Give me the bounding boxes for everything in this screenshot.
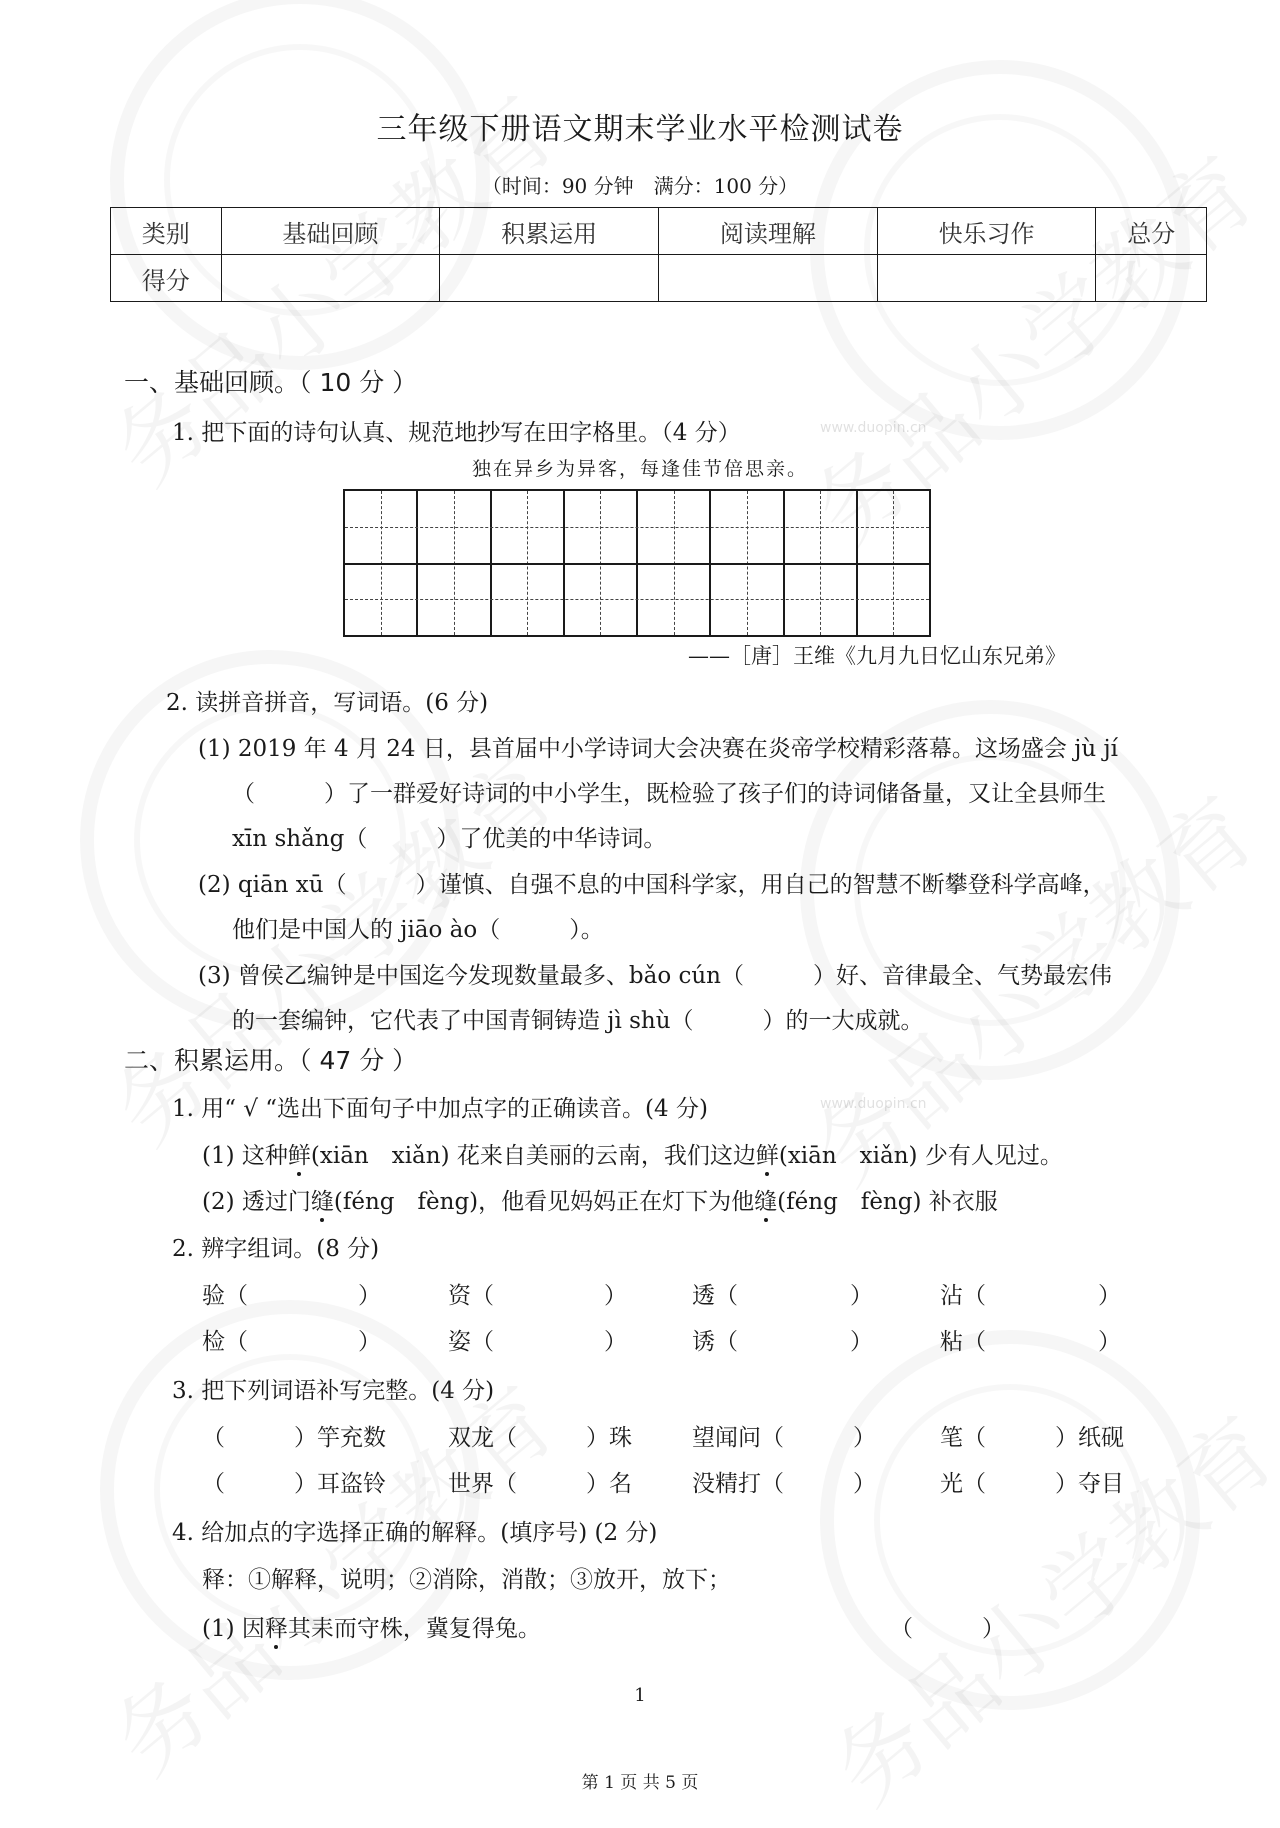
question-prompt: 4. 给加点的字选择正确的解释。(填序号) (2 分) (172, 1520, 658, 1546)
watermark-url: www.duopin.cn (820, 420, 927, 436)
score-table-score-row (111, 255, 1207, 302)
word-group-close: ） (358, 1283, 381, 1309)
line-text: (xiān xiǎn) 少有人见过。 (778, 1143, 1063, 1169)
answer-blank[interactable]: （ ） (890, 1616, 1005, 1642)
poem-source: ——［唐］王维《九月九日忆山东兄弟》 (688, 644, 1066, 668)
word-group-char: 沾（ (940, 1283, 986, 1309)
grid-dash-line (345, 527, 929, 528)
question-prompt: 2. 读拼音拼音，写词语。(6 分) (166, 690, 489, 716)
dotted-character: 鲜 (756, 1137, 779, 1170)
line-text: (féng fèng)，他看见妈妈正在灯下为他 (333, 1189, 755, 1215)
tianzige-grid[interactable] (343, 489, 931, 637)
score-cell[interactable] (658, 255, 877, 302)
question-line: xīn shǎng（ ）了优美的中华诗词。 (232, 826, 667, 852)
score-cell[interactable] (221, 255, 440, 302)
question-line: (3) 曾侯乙编钟是中国迄今发现数量最多、bǎo cún（ ）好、音律最全、气势最宏伟 (198, 963, 1112, 989)
question-prompt: 1. 用“ √ “选出下面句子中加点字的正确读音。(4 分) (172, 1096, 708, 1122)
word-group-char: 诱（ (692, 1329, 738, 1355)
score-table-header: 阅读理解 (658, 208, 877, 255)
word-group-close: ） (850, 1283, 873, 1309)
idiom-item: 没精打（ ） (692, 1471, 876, 1497)
line-text: (2) 透过门 (202, 1189, 311, 1215)
word-group-close: ） (604, 1329, 627, 1355)
word-group-close: ） (358, 1329, 381, 1355)
dotted-character: 缝 (311, 1183, 334, 1216)
question-prompt: 2. 辨字组词。(8 分) (172, 1236, 380, 1262)
pronunciation-line (202, 1183, 998, 1216)
dotted-character: 释 (265, 1610, 288, 1643)
dotted-character: 鲜 (288, 1137, 311, 1170)
idiom-item: 世界（ ）名 (448, 1471, 632, 1497)
page-number: 1 (634, 1685, 646, 1706)
grid-dash-line (345, 599, 929, 600)
line-text: (1) 这种 (202, 1143, 288, 1169)
score-table-header: 基础回顾 (221, 208, 440, 255)
question-line: (1) 2019 年 4 月 24 日，县首届中小学诗词大会决赛在炎帝学校精彩落幕。这场盛会 jù jí (198, 736, 1118, 762)
poem-text: 独在异乡为异客，每逢佳节倍思亲。 (471, 458, 808, 480)
idiom-item: 双龙（ ）珠 (448, 1425, 632, 1451)
word-group-close: ） (850, 1329, 873, 1355)
word-group-char: 透（ (692, 1283, 738, 1309)
line-text: 其耒而守株，冀复得兔。 (287, 1616, 541, 1642)
idiom-item: （ ）竽充数 (202, 1425, 386, 1451)
score-table-header: 积累运用 (440, 208, 659, 255)
score-table-header: 快乐习作 (877, 208, 1096, 255)
score-table-header: 总分 (1096, 208, 1207, 255)
score-table-header: 类别 (111, 208, 222, 255)
interpretation-item (202, 1610, 541, 1643)
pronunciation-line (202, 1137, 1063, 1170)
word-group-char: 粘（ (940, 1329, 986, 1355)
section-heading: 二、积累运用。（ 47 分 ） (124, 1046, 418, 1075)
word-group-char: 资（ (448, 1283, 494, 1309)
page-title: 三年级下册语文期末学业水平检测试卷 (376, 112, 904, 147)
dotted-character: 缝 (754, 1183, 777, 1216)
idiom-item: （ ）耳盗铃 (202, 1471, 386, 1497)
word-group-char: 验（ (202, 1283, 248, 1309)
word-group-char: 姿（ (448, 1329, 494, 1355)
word-group-char: 检（ (202, 1329, 248, 1355)
definition-list: 释：①解释，说明；②消除，消散；③放开，放下； (202, 1567, 731, 1593)
page-subtitle: （时间：90 分钟 满分：100 分） (481, 174, 799, 198)
watermark-url: www.duopin.cn (820, 1096, 927, 1112)
question-line: 的一套编钟，它代表了中国青铜铸造 jì shù（ ）的一大成就。 (232, 1008, 924, 1034)
section-heading: 一、基础回顾。（ 10 分 ） (124, 368, 418, 397)
score-table-header-row (111, 208, 1207, 255)
idiom-item: 光（ ）夺目 (940, 1471, 1124, 1497)
idiom-item: 望闻问（ ） (692, 1425, 876, 1451)
score-row-label: 得分 (111, 255, 222, 302)
word-group-close: ） (1098, 1329, 1121, 1355)
score-table (110, 207, 1207, 302)
page-footer: 第 1 页 共 5 页 (581, 1773, 699, 1793)
question-prompt: 3. 把下列词语补写完整。(4 分) (172, 1378, 495, 1404)
score-cell[interactable] (877, 255, 1096, 302)
question-prompt: 1. 把下面的诗句认真、规范地抄写在田字格里。（4 分） (172, 420, 741, 446)
line-text: (1) 因 (202, 1616, 265, 1642)
idiom-item: 笔（ ）纸砚 (940, 1425, 1124, 1451)
word-group-close: ） (1098, 1283, 1121, 1309)
question-line: （ ）了一群爱好诗词的中小学生，既检验了孩子们的诗词储备量，又让全县师生 (232, 781, 1106, 807)
line-text: (féng fèng) 补衣服 (777, 1189, 998, 1215)
watermark-seal (820, 1330, 1200, 1710)
score-cell[interactable] (440, 255, 659, 302)
question-line: 他们是中国人的 jiāo ào（ ）。 (232, 917, 604, 943)
line-text: (xiān xiǎn) 花来自美丽的云南，我们这边 (310, 1143, 756, 1169)
grid-row-divider (345, 563, 929, 565)
word-group-close: ） (604, 1283, 627, 1309)
question-line: (2) qiān xū（ ）谨慎、自强不息的中国科学家，用自己的智慧不断攀登科学高峰， (198, 872, 1106, 898)
score-cell[interactable] (1096, 255, 1207, 302)
